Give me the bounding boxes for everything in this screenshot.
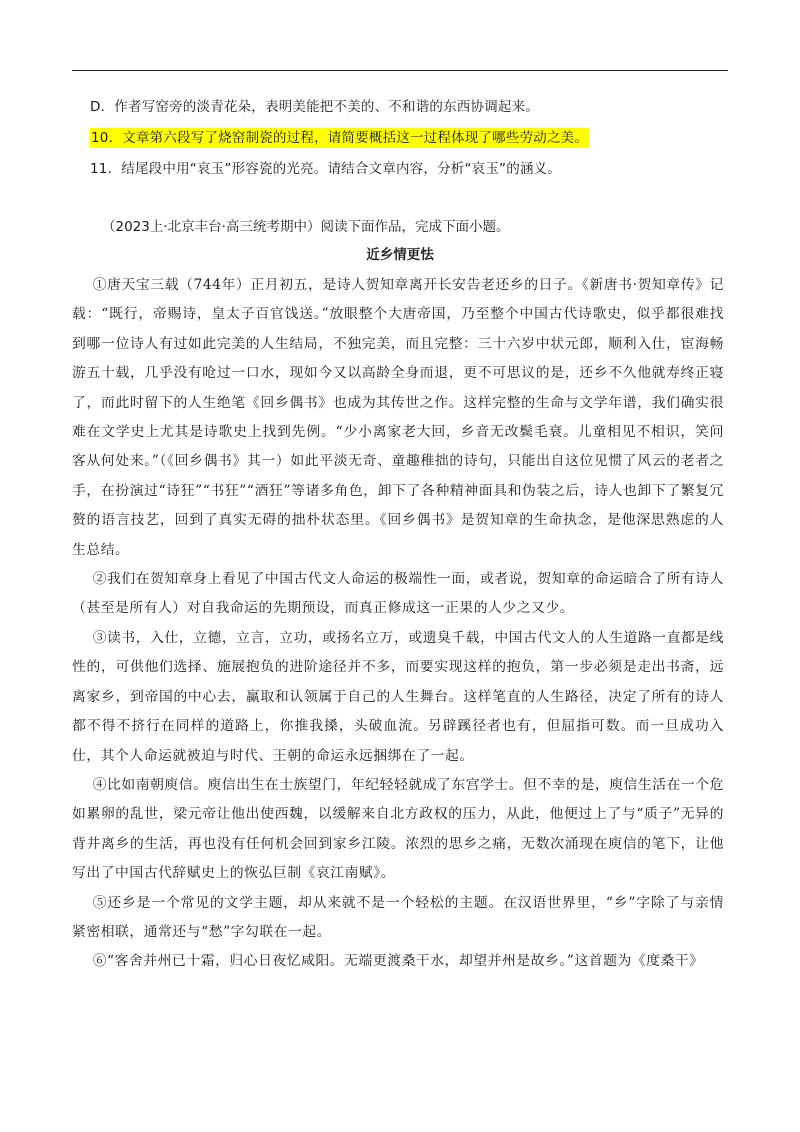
paragraph-2: ②我们在贺知章身上看见了中国古代文人命运的极端性一面，或者说，贺知章的命运暗合了所有诗人（甚至是所有人）对自我命运的先期预设，而真正修成这一正果的人少之又少。 — [72, 571, 724, 617]
top-rule — [72, 70, 728, 71]
paragraph-5: ⑤还乡是一个常见的文学主题，却从来就不是一个轻松的主题。在汉语世界里，“乡”字除了与亲情紧密相联，通常还与“愁”字勾联在一起。 — [72, 894, 724, 940]
article-title: 近乡情更怯 — [366, 247, 434, 263]
paragraph-1: ①唐天宝三载（744年）正月初五，是诗人贺知章离开长安告老还乡的日子。《新唐书·贺知章传》记载：“既行，帝赐诗，皇太子百官饯送。”放眼整个大唐帝国，乃至整个中国古代诗歌史，似乎都很难找到哪一位诗人有过如此完美的人生结局，不独完美，而且完整：三十六岁中状元郎，顺利入仕，宦海畅游五十载，几乎没有呛过一口水，现如今又以高龄全身而退，更不可思议的是，还乡不久他就寿终正寝了，而此时留下的人生绝笔《回乡偶书》也成为其传世之作。这样完整的生命与文学年谱，我们确实很难在文学史上尤其是诗歌史上找到先例。“少小离家老大回，乡音无改鬓毛衰。儿童相见不相识，笑问客从何处来。”（《回乡偶书》其一）如此平淡无奇、童趣稚拙的诗句，只能出自这位见惯了风云的老者之手，在扮演过“诗狂”“书狂”“酒狂”等诸多角色，卸下了各种精神面具和伪装之后，诗人也卸下了繁复冗赘的语言技艺，回到了真实无碍的拙朴状态里。《回乡偶书》是贺知章的生命执念，是他深思熟虑的人生总结。 — [72, 277, 724, 558]
paragraph-3: ③读书，入仕，立德，立言，立功，或扬名立万，或遗臭千载，中国古代文人的人生道路一直都是线性的，可供他们选择、施展抱负的进阶途径并不多，而要实现这样的抱负，第一步必须是走出书斋，远离家乡，到帝国的中心去，赢取和认领属于自己的人生舞台。这样笔直的人生路径，决定了所有的诗人都不得不挤行在同样的道路上，你推我搡，头破血流。另辟蹊径者也有，但屈指可数。而一旦成功入仕，其个人命运就被迫与时代、王朝的命运永远捆绑在了一起。 — [72, 629, 724, 764]
question-11: 11．结尾段中用“哀玉”形容瓷的光亮。请结合文章内容，分析“哀玉”的涵义。 — [90, 161, 562, 177]
option-d: D．作者写窑旁的淡青花朵，表明美能把不美的、不和谐的东西协调起来。 — [90, 99, 539, 115]
paragraph-6: ⑥“客舍并州已十霜，归心日夜忆咸阳。无端更渡桑干水，却望并州是故乡。”这首题为《度桑干》 — [92, 953, 704, 970]
question-10-highlighted: 10．文章第六段写了烧窑制瓷的过程，请简要概括这一过程体现了哪些劳动之美。 — [91, 130, 589, 146]
article-body — [72, 271, 724, 977]
paragraph-4: ④比如南朝庾信。庾信出生在士族望门，年纪轻轻就成了东宫学士。但不幸的是，庾信生活在一个危如累卵的乱世，梁元帝让他出使西魏，以缓解来自北方政权的压力，从此，他便过上了与“质子”无异的背井离乡的生活，再也没有任何机会回到家乡江陵。浓烈的思乡之痛，无数次涌现在庾信的笔下，让他写出了中国古代辞赋史上的恢弘巨制《哀江南赋》。 — [72, 776, 724, 882]
source-line: （2023上·北京丰台·高三统考期中）阅读下面作品，完成下面小题。 — [102, 219, 510, 235]
